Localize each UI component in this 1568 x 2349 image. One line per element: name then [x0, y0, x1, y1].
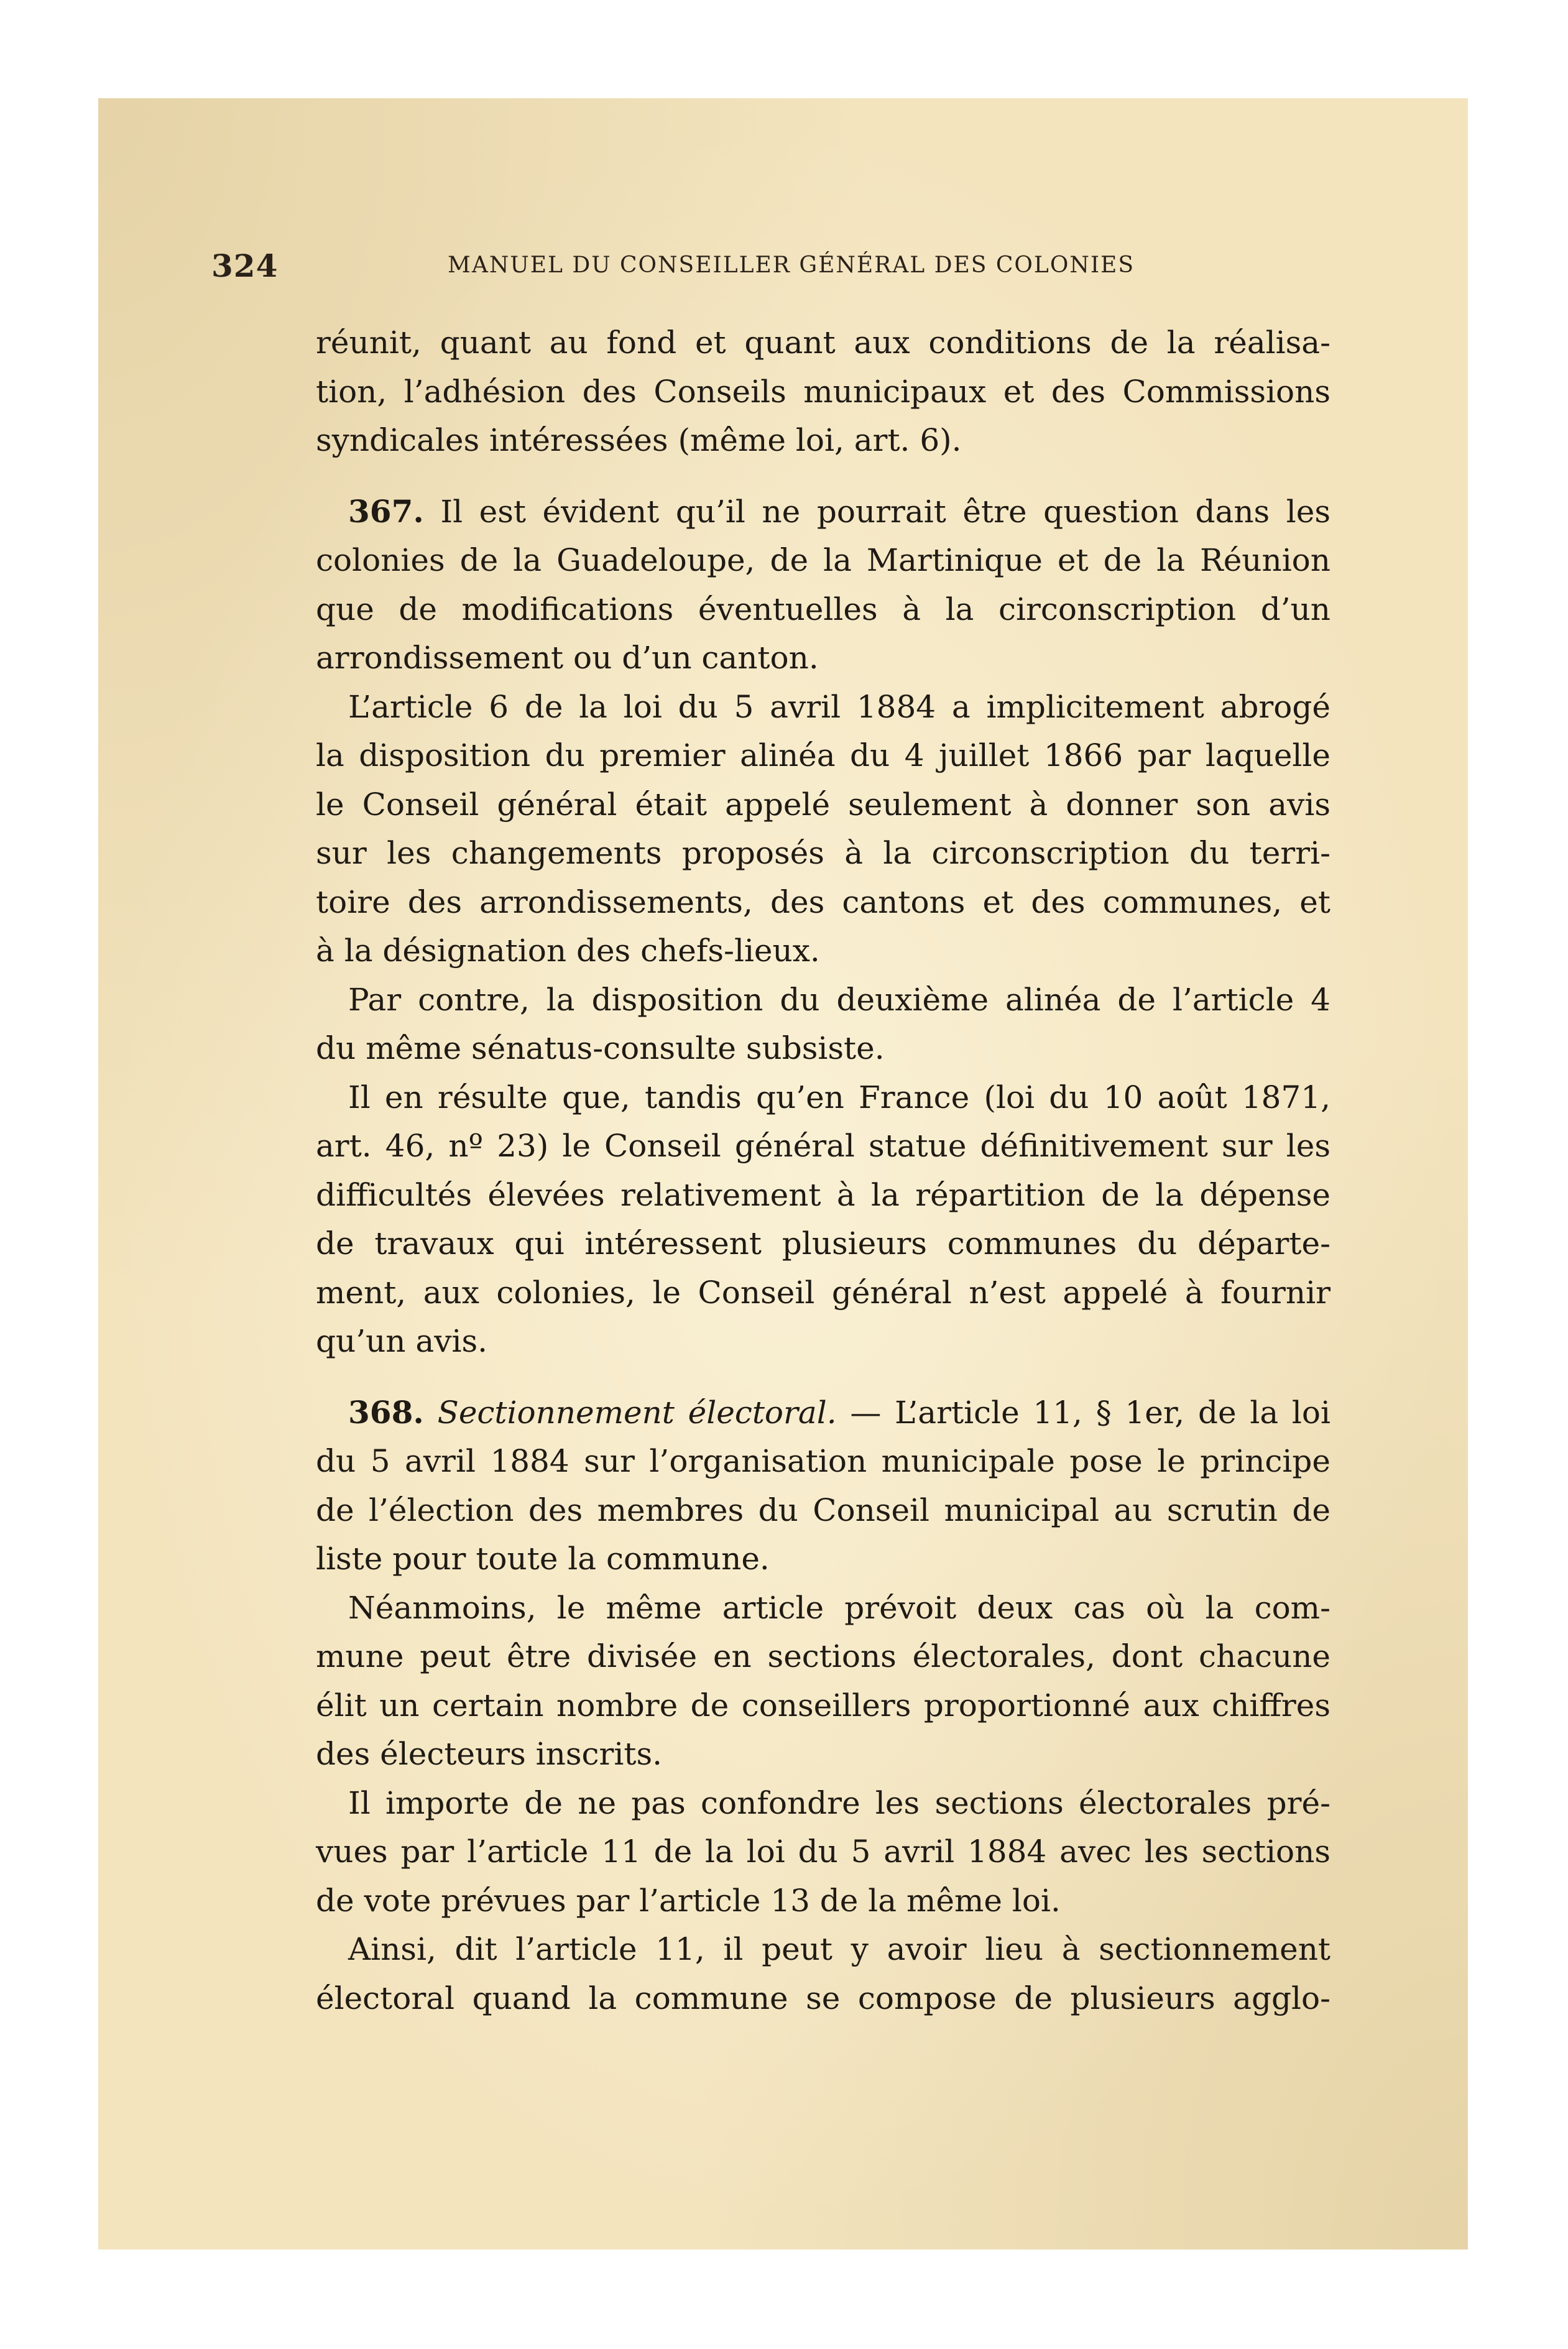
- text-line: à la désignation des chefs-lieux.: [316, 933, 820, 969]
- text-line: réunit, quant au fond et quant aux conditions de la réalisa-: [316, 325, 1330, 361]
- text-line: vues par l’article 11 de la loi du 5 avril 1884 avec les sections: [316, 1834, 1330, 1870]
- text-line: difficultés élevées relativement à la répartition de la dépense: [316, 1176, 1330, 1213]
- text-line: toire des arrondissements, des cantons et des communes, et: [316, 884, 1330, 920]
- text-line: de vote prévues par l’article 13 de la même loi.: [316, 1882, 1061, 1919]
- text-line: que de modifications éventuelles à la circonscription d’un: [316, 591, 1330, 627]
- text-line: de travaux qui intéressent plusieurs communes du départe-: [316, 1225, 1330, 1262]
- text-line: Ainsi, dit l’article 11, il peut y avoir lieu à sectionnement: [348, 1931, 1330, 1967]
- text-line: Néanmoins, le même article prévoit deux cas où la com-: [348, 1589, 1330, 1626]
- text-line: syndicales intéressées (même loi, art. 6).: [316, 422, 962, 458]
- text-fragment: — L’article 11, § 1er, de la loi: [836, 1394, 1330, 1431]
- paragraph-gap: [316, 1366, 1330, 1388]
- text-line: le Conseil général était appelé seulement à donner son avis: [316, 786, 1330, 823]
- body-text: [316, 318, 1330, 2023]
- text-line: ment, aux colonies, le Conseil général n’est appelé à fournir: [316, 1274, 1330, 1311]
- text-line: Il en résulte que, tandis qu’en France (loi du 10 août 1871,: [348, 1079, 1330, 1115]
- text-line: mune peut être divisée en sections électorales, dont chacune: [316, 1638, 1330, 1674]
- text-line: L’article 6 de la loi du 5 avril 1884 a implicitement abrogé: [348, 688, 1330, 725]
- running-title: MANUEL DU CONSEILLER GÉNÉRAL DES COLONIES: [448, 252, 1135, 278]
- section-heading: Sectionnement électoral.: [437, 1394, 837, 1431]
- text-line: [316, 1388, 1330, 1438]
- text-line: art. 46, nº 23) le Conseil général statue définitivement sur les: [316, 1128, 1330, 1164]
- page-header: [211, 247, 1355, 291]
- text-fragment: Il est évident qu’il ne pourrait être question dans les: [423, 493, 1330, 530]
- text-line: élit un certain nombre de conseillers proportionné aux chiffres: [316, 1687, 1330, 1724]
- text-line: de l’élection des membres du Conseil municipal au scrutin de: [316, 1492, 1330, 1528]
- text-line: Il importe de ne pas confondre les sections électorales pré-: [348, 1784, 1330, 1821]
- text-line: arrondissement ou d’un canton.: [316, 640, 819, 676]
- text-line: la disposition du premier alinéa du 4 juillet 1866 par laquelle: [316, 737, 1330, 773]
- text-line: liste pour toute la commune.: [316, 1541, 770, 1577]
- section-number: 367.: [348, 492, 424, 530]
- text-line: du même sénatus-consulte subsiste.: [316, 1030, 885, 1066]
- text-line: sur les changements proposés à la circonscription du terri-: [316, 835, 1330, 871]
- paragraph-gap: [316, 465, 1330, 487]
- text-line: [316, 487, 1330, 537]
- text-line: électoral quand la commune se compose de plusieurs agglo-: [316, 1980, 1330, 2016]
- page-number: 324: [211, 247, 279, 284]
- text-line: Par contre, la disposition du deuxième alinéa de l’article 4: [348, 981, 1330, 1018]
- section-number: 368.: [348, 1393, 424, 1431]
- text-line: tion, l’adhésion des Conseils municipaux et des Commissions: [316, 373, 1330, 410]
- text-line: du 5 avril 1884 sur l’organisation municipale pose le principe: [316, 1443, 1330, 1479]
- text-line: qu’un avis.: [316, 1323, 488, 1359]
- text-line: des électeurs inscrits.: [316, 1736, 663, 1772]
- text-line: colonies de la Guadeloupe, de la Martinique et de la Réunion: [316, 542, 1330, 578]
